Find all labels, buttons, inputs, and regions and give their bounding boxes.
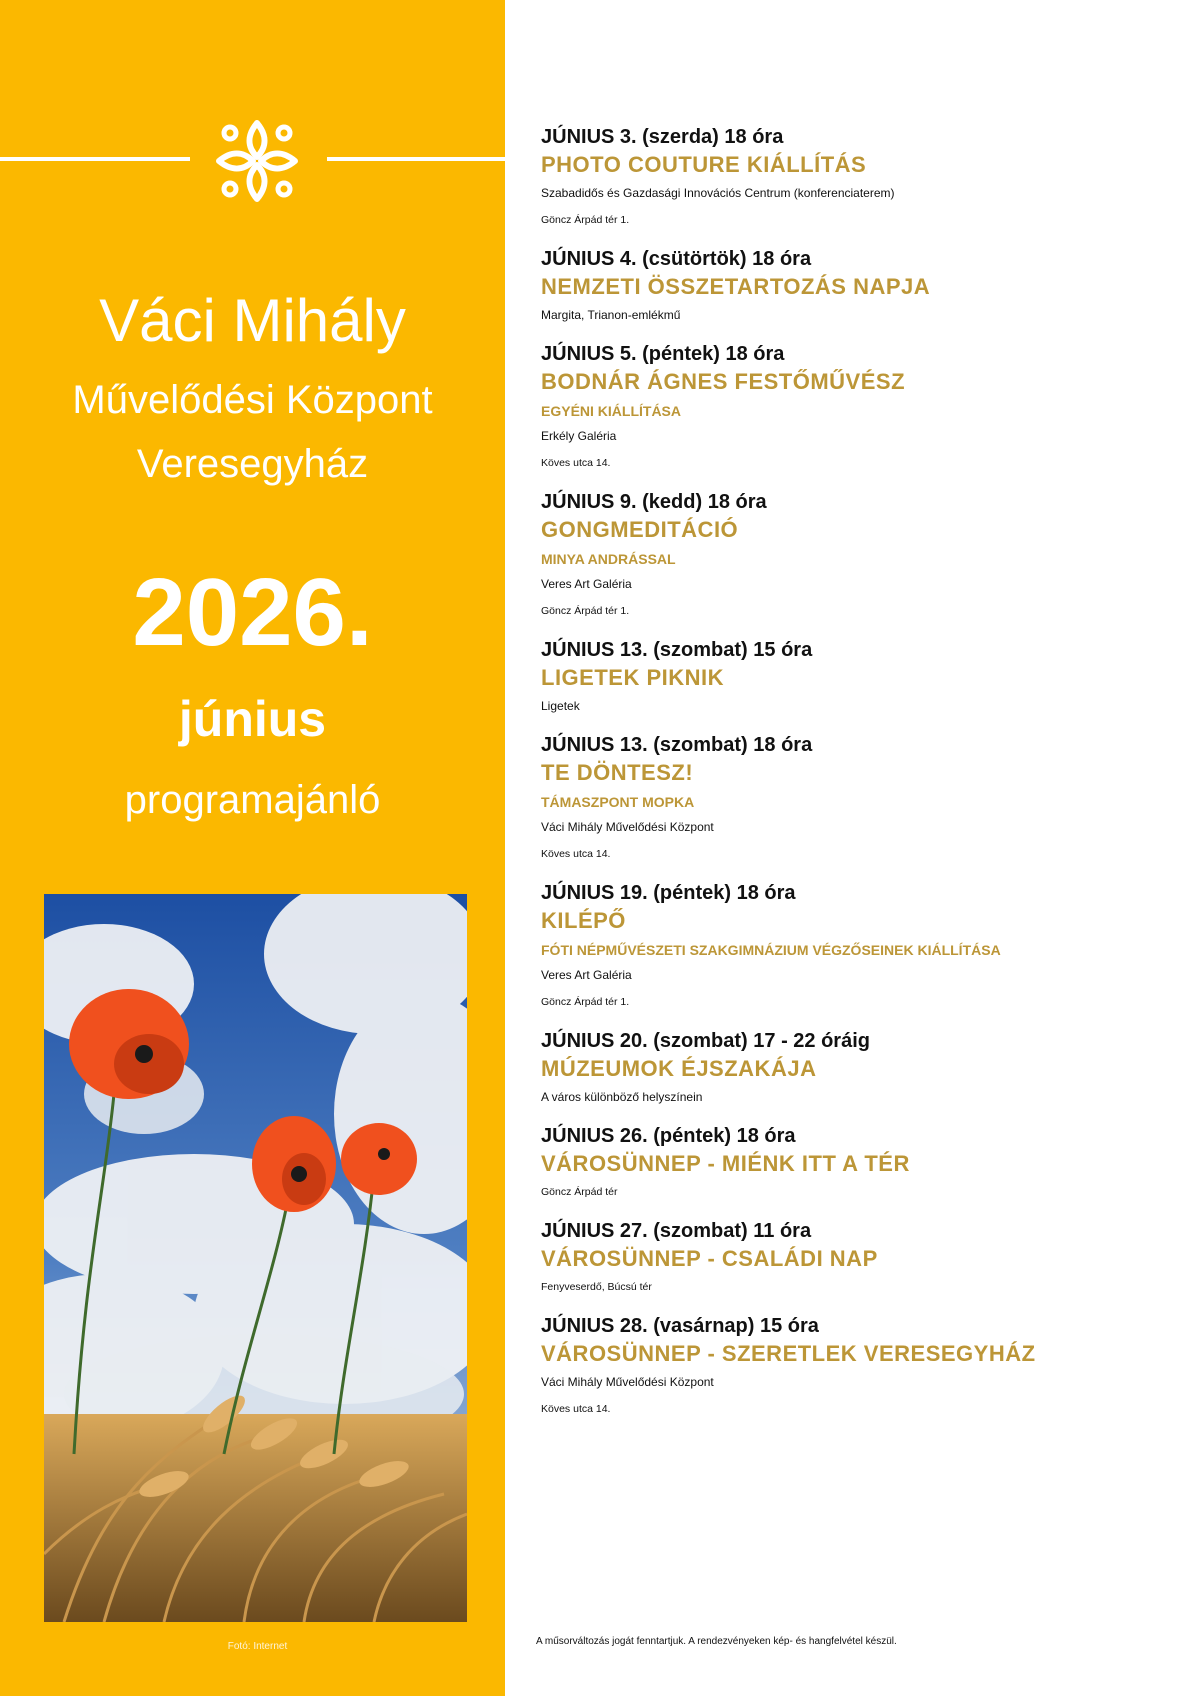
footer-note: A műsorváltozás jogát fenntartjuk. A rendezvényeken kép- és hangfelvétel készül. bbox=[536, 1636, 897, 1647]
event-place: Veres Art Galéria bbox=[541, 577, 632, 591]
event-item bbox=[541, 246, 1181, 329]
year-heading: 2026. bbox=[132, 559, 373, 666]
event-address: Köves utca 14. bbox=[541, 848, 611, 860]
event-title: TE DÖNTESZ! bbox=[541, 760, 694, 785]
event-place: Váci Mihály Művelődési Központ bbox=[541, 820, 714, 834]
month-heading: június bbox=[178, 691, 327, 747]
event-title: VÁROSÜNNEP - MIÉNK ITT A TÉR bbox=[541, 1151, 910, 1176]
event-place: Veres Art Galéria bbox=[541, 968, 632, 982]
decorative-line-right bbox=[327, 157, 505, 161]
event-item bbox=[541, 1028, 1181, 1111]
event-date: JÚNIUS 28. (vasárnap) 15 óra bbox=[541, 1315, 819, 1337]
event-item bbox=[541, 732, 1181, 868]
event-item bbox=[541, 124, 1181, 234]
event-title: VÁROSÜNNEP - CSALÁDI NAP bbox=[541, 1246, 878, 1271]
event-title: LIGETEK PIKNIK bbox=[541, 665, 725, 690]
event-title: NEMZETI ÖSSZETARTOZÁS NAPJA bbox=[541, 274, 931, 299]
poppies-wheat-photo bbox=[44, 894, 467, 1622]
event-place: Erkély Galéria bbox=[541, 429, 617, 443]
event-item bbox=[541, 1218, 1181, 1301]
event-item bbox=[541, 880, 1181, 1016]
event-date: JÚNIUS 19. (péntek) 18 óra bbox=[541, 882, 796, 904]
event-address: Göncz Árpád tér 1. bbox=[541, 605, 630, 617]
event-address: Köves utca 14. bbox=[541, 1403, 611, 1415]
event-title: MÚZEUMOK ÉJSZAKÁJA bbox=[541, 1056, 817, 1081]
decorative-line-left bbox=[0, 157, 190, 161]
event-subtitle: TÁMASZPONT MOPKA bbox=[541, 794, 695, 810]
event-subtitle: FÓTI NÉPMŰVÉSZETI SZAKGIMNÁZIUM VÉGZŐSEINEK KIÁLLÍTÁSA bbox=[541, 942, 1001, 958]
event-item bbox=[541, 341, 1181, 477]
event-item bbox=[541, 489, 1181, 625]
event-title: VÁROSÜNNEP - SZERETLEK VERESEGYHÁZ bbox=[541, 1341, 1036, 1366]
event-subtitle: MINYA ANDRÁSSAL bbox=[541, 551, 676, 567]
event-place: Váci Mihály Művelődési Központ bbox=[541, 1375, 714, 1389]
event-date: JÚNIUS 9. (kedd) 18 óra bbox=[541, 491, 767, 513]
event-date: JÚNIUS 3. (szerda) 18 óra bbox=[541, 126, 784, 148]
event-list bbox=[541, 124, 1181, 1435]
event-date: JÚNIUS 26. (péntek) 18 óra bbox=[541, 1125, 796, 1147]
event-address: Göncz Árpád tér 1. bbox=[541, 996, 630, 1008]
event-title: KILÉPŐ bbox=[541, 908, 626, 933]
event-title: GONGMEDITÁCIÓ bbox=[541, 517, 739, 542]
event-address: Köves utca 14. bbox=[541, 457, 611, 469]
flower-ornament-icon bbox=[211, 113, 303, 209]
event-place: A város különböző helyszínein bbox=[541, 1090, 703, 1104]
event-title: BODNÁR ÁGNES FESTŐMŰVÉSZ bbox=[541, 369, 906, 394]
event-date: JÚNIUS 13. (szombat) 18 óra bbox=[541, 734, 813, 756]
event-date: JÚNIUS 20. (szombat) 17 - 22 óráig bbox=[541, 1030, 870, 1052]
event-place: Ligetek bbox=[541, 699, 580, 713]
program-subtitle: programajánló bbox=[124, 778, 381, 822]
event-place: Margita, Trianon-emlékmű bbox=[541, 308, 681, 322]
event-date: JÚNIUS 4. (csütörtök) 18 óra bbox=[541, 248, 812, 270]
org-name-line1: Váci Mihály bbox=[99, 287, 406, 354]
event-place: Fenyveserdő, Búcsú tér bbox=[541, 1281, 652, 1293]
event-address: Göncz Árpád tér 1. bbox=[541, 214, 630, 226]
event-item bbox=[541, 1123, 1181, 1206]
event-date: JÚNIUS 13. (szombat) 15 óra bbox=[541, 639, 813, 661]
event-title: PHOTO COUTURE KIÁLLÍTÁS bbox=[541, 152, 867, 177]
event-item bbox=[541, 1313, 1181, 1423]
org-name-line2: Művelődési Központ bbox=[72, 378, 433, 422]
event-place: Göncz Árpád tér bbox=[541, 1186, 618, 1198]
event-place: Szabadidős és Gazdasági Innovációs Centrum (konferenciaterem) bbox=[541, 186, 895, 200]
event-item bbox=[541, 637, 1181, 720]
event-date: JÚNIUS 27. (szombat) 11 óra bbox=[541, 1220, 812, 1242]
left-panel bbox=[0, 0, 505, 1696]
event-date: JÚNIUS 5. (péntek) 18 óra bbox=[541, 343, 785, 365]
photo-credit: Fotó: Internet bbox=[227, 1641, 288, 1652]
event-subtitle: EGYÉNI KIÁLLÍTÁSA bbox=[541, 403, 682, 419]
org-name-line3: Veresegyház bbox=[136, 442, 369, 486]
